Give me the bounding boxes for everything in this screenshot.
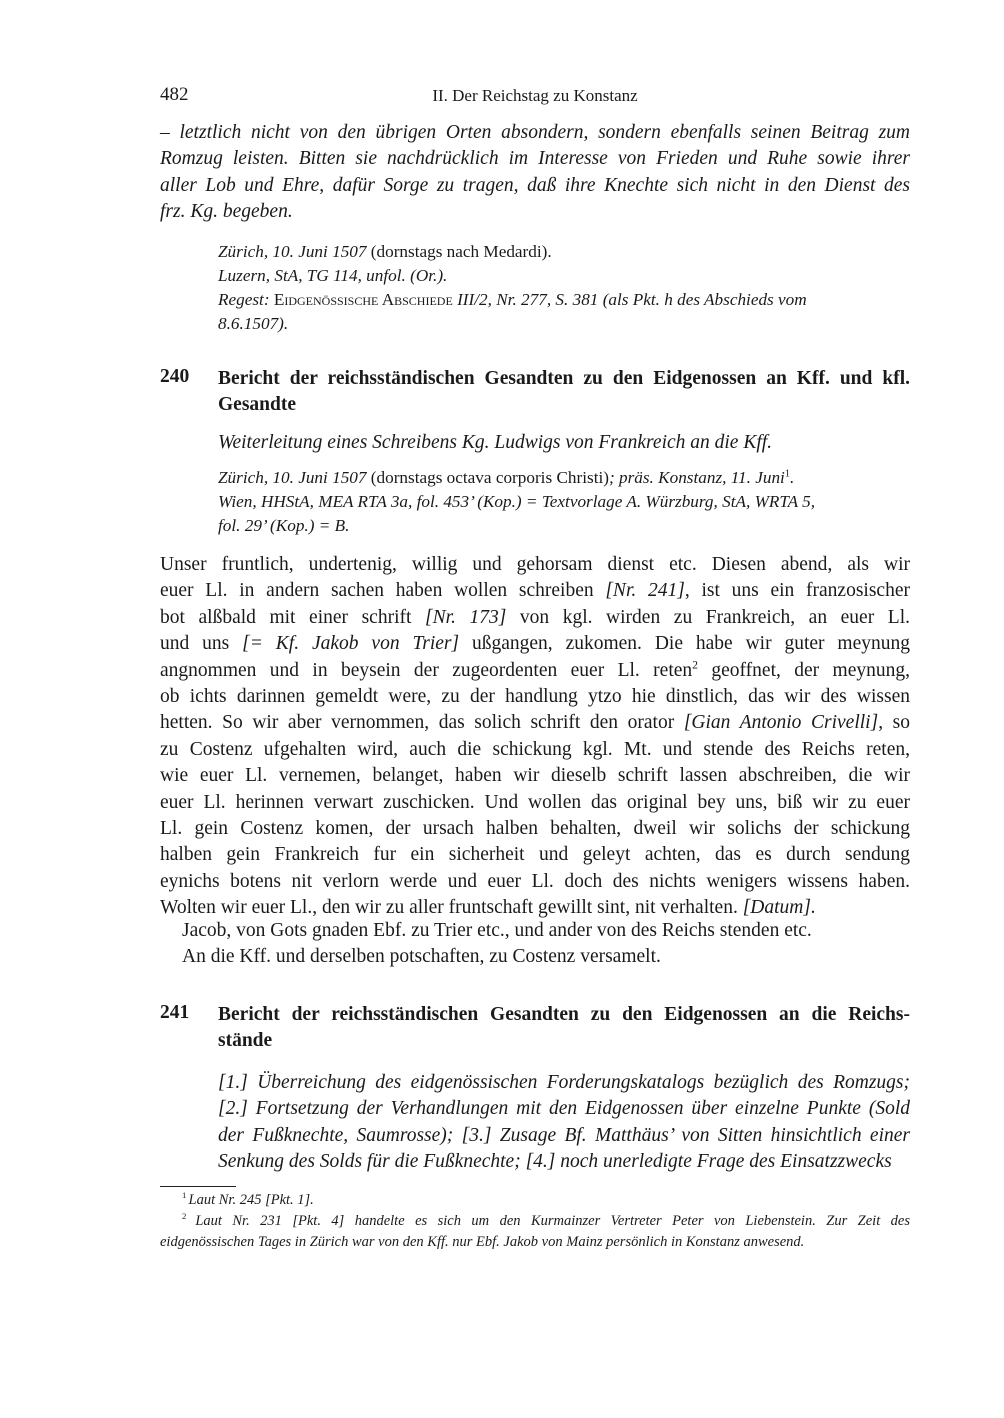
text-segment: Unser fruntlich, undertenig, willig und gehorsam dienst etc. Diesen abend, als wir — [160, 554, 910, 575]
doc-241-summary — [218, 1070, 910, 1176]
text-segment: , so — [878, 712, 911, 734]
text-segment: [Datum]. — [742, 897, 816, 919]
text-segment: Eidgenössische Abschiede — [273, 290, 458, 309]
footnote-marker: 2 — [182, 1211, 196, 1222]
text-line — [218, 240, 910, 264]
doc-241-title — [218, 1002, 910, 1053]
doc-240-source-info — [218, 466, 910, 538]
text-segment: Senkung des Solds für die Fußknechte; [4.] noch unerledigte Frage des Einsatzzwecks — [218, 1151, 892, 1173]
text-line — [182, 944, 910, 970]
text-line — [160, 710, 910, 736]
text-segment: [Nr. 241] — [605, 580, 685, 602]
text-segment: Regest: — [218, 290, 274, 309]
footnotes — [160, 1190, 910, 1253]
text-segment: (dornstags nach Medardi). — [370, 242, 552, 261]
text-line — [160, 842, 910, 868]
text-segment: Jacob, von Gots gnaden Ebf. zu Trier etc., und ander von des Reichs stenden etc. — [182, 920, 812, 941]
doc-240-title — [218, 366, 910, 417]
footnote-marker: 1 — [182, 1190, 189, 1201]
text-line — [160, 737, 910, 763]
text-segment: stände — [218, 1029, 273, 1051]
text-segment: von kgl. wirden zu Frankreich, an euer Ll. — [506, 606, 910, 628]
text-line — [160, 1232, 910, 1253]
text-line — [160, 173, 910, 199]
text-segment: [1.] Überreichung des eidgenössischen Forderungskatalogs bezüglich des Romzugs; — [218, 1072, 910, 1093]
text-segment: Zürich, 10. Juni 1507 — [218, 242, 371, 261]
intro-regest — [160, 120, 910, 226]
doc-240-number: 240 — [160, 366, 190, 387]
running-title: II. Der Reichstag zu Konstanz — [432, 86, 638, 105]
text-line — [160, 816, 910, 842]
text-segment: Weiterleitung eines Schreibens Kg. Ludwigs von Frankreich an die Kff. — [218, 432, 773, 453]
text-line — [218, 466, 910, 490]
text-line — [182, 918, 910, 944]
text-segment: angnommen und in beysein der zugeordenten euer Ll. reten — [160, 659, 693, 681]
text-line — [160, 658, 910, 684]
text-segment: ; präs. Konstanz, 11. Juni — [608, 468, 785, 487]
footnote-divider — [160, 1186, 236, 1187]
text-segment: . — [790, 468, 795, 487]
doc-240-summary — [218, 430, 910, 456]
text-line — [160, 1190, 910, 1211]
text-segment: aller Lob und Ehre, dafür Sorge zu tragen, daß ihre Knechte sich nicht in den Dienst des — [160, 174, 910, 196]
text-line — [160, 790, 910, 816]
footnote-marker: 1 — [784, 468, 790, 480]
text-line — [160, 763, 910, 789]
text-segment: eynichs botens nit verlorn werde und euer Ll. doch des nichts wenigers wissens haben. — [160, 870, 910, 892]
text-line — [218, 490, 910, 514]
text-segment: fol. 29’ (Kop.) = B. — [218, 516, 350, 535]
text-line — [218, 514, 910, 538]
text-segment: Luzern, StA, TG 114, unfol. (Or.). — [218, 266, 448, 285]
text-line — [218, 288, 910, 312]
text-line — [160, 552, 910, 578]
text-segment: euer Ll. in andern sachen haben wollen schreiben — [160, 580, 606, 602]
text-segment: euer Ll. herinnen verwart zuschicken. Und wollen das original bey uns, biß wir zu euer — [160, 791, 910, 813]
text-line — [218, 430, 910, 456]
text-segment: – letztlich nicht von den übrigen Orten absondern, sondern ebenfalls seinen Beitrag zum — [160, 122, 910, 143]
text-segment: An die Kff. und derselben potschaften, zu Costenz versamelt. — [182, 946, 661, 968]
text-line — [218, 264, 910, 288]
text-segment: geoffnet, der meynung, — [698, 659, 910, 681]
text-segment: frz. Kg. begeben. — [160, 201, 293, 223]
text-segment: Wolten wir euer Ll., den wir zu aller fruntschaft gewillt sint, nit verhalten. — [160, 897, 743, 919]
text-segment: Laut Nr. 231 [Pkt. 4] handelte es sich um den Kurmainzer Vertreter Peter von Liebenstein. Zur Zeit des — [195, 1213, 911, 1229]
text-segment: III/2, Nr. 277, S. 381 (als Pkt. h des Abschieds vom — [457, 290, 807, 309]
text-segment: [= Kf. Jakob von Trier] — [242, 633, 460, 655]
text-segment: halben gein Frankreich fur ein sicherheit und geleyt achten, das es durch sendung — [160, 844, 910, 866]
text-segment: [Nr. 173] — [424, 606, 507, 628]
text-line — [160, 631, 910, 657]
text-segment: hetten. So wir aber vernommen, das solich schrift den orator — [160, 712, 684, 734]
text-segment: eidgenössischen Tages in Zürich war von den Kff. nur Ebf. Jakob von Mainz persönlich in Konstanz anwesend. — [160, 1234, 805, 1250]
text-line — [218, 1070, 910, 1096]
text-segment: Bericht der reichsständischen Gesandten zu den Eidgenossen an Kff. und kfl. — [218, 368, 910, 389]
text-line — [218, 392, 910, 418]
page-number: 482 — [160, 84, 189, 105]
text-segment: Bericht der reichsständischen Gesandten zu den Eidgenossen an die Reichs- — [218, 1004, 910, 1025]
text-segment: 8.6.1507). — [218, 314, 289, 333]
text-line — [160, 605, 910, 631]
text-line — [218, 1002, 910, 1028]
text-segment: Ll. gein Costenz komen, der ursach halben behalten, dweil wir solichs der schickung — [160, 818, 910, 840]
text-line — [218, 1123, 910, 1149]
text-line — [160, 869, 910, 895]
text-segment: der Fußknechte, Saumrosse); [3.] Zusage Bf. Matthäus’ von Sitten hinsichtlich einer — [218, 1124, 910, 1146]
text-segment: ob ichts darinnen gemeldt were, zu der handlung ytzo hie dinstlich, das wir des wissen — [160, 686, 910, 708]
footnote-marker: 2 — [692, 658, 698, 672]
text-line — [218, 1028, 910, 1054]
text-segment: Laut Nr. 245 [Pkt. 1]. — [188, 1192, 314, 1208]
doc-240-text — [160, 552, 910, 922]
text-segment: (dornstags octava corporis Christi) — [370, 468, 609, 487]
text-line — [218, 312, 910, 336]
doc-239-source-info — [218, 240, 910, 336]
text-line — [160, 684, 910, 710]
doc-240-closing — [182, 918, 910, 971]
text-line — [160, 578, 910, 604]
text-line — [218, 366, 910, 392]
text-segment: ußgangen, zukomen. Die habe wir guter meynung — [459, 633, 910, 655]
text-segment: Romzug leisten. Bitten sie nachdrücklich im Interesse von Frieden und Ruhe sowie ihrer — [160, 148, 910, 170]
text-segment: und uns — [160, 633, 243, 655]
doc-241-number: 241 — [160, 1002, 190, 1023]
text-line — [160, 1211, 910, 1232]
text-segment: bot alßbald mit einer schrift — [160, 606, 425, 628]
text-segment: wie euer Ll. vernemen, belanget, haben wir dieselb schrift lassen abschreiben, die wir — [160, 765, 910, 787]
text-segment: Gesandte — [218, 393, 296, 415]
text-segment: [Gian Antonio Crivelli] — [683, 712, 879, 734]
text-line — [218, 1096, 910, 1122]
text-segment: , ist uns ein franzosischer — [684, 580, 910, 602]
text-line — [160, 199, 910, 225]
text-segment: zu Costenz ufgehalten wird, auch die schickung kgl. Mt. und stende des Reichs reten, — [160, 738, 910, 760]
text-segment: Wien, HHStA, MEA RTA 3a, fol. 453’ (Kop.) = Textvorlage A. Würzburg, StA, WRTA 5, — [218, 492, 816, 511]
text-line — [160, 120, 910, 146]
text-segment: [2.] Fortsetzung der Verhandlungen mit den Eidgenossen über einzelne Punkte (Sold — [218, 1098, 910, 1120]
text-line — [160, 146, 910, 172]
text-segment: Zürich, 10. Juni 1507 — [218, 468, 371, 487]
text-line — [218, 1149, 910, 1175]
